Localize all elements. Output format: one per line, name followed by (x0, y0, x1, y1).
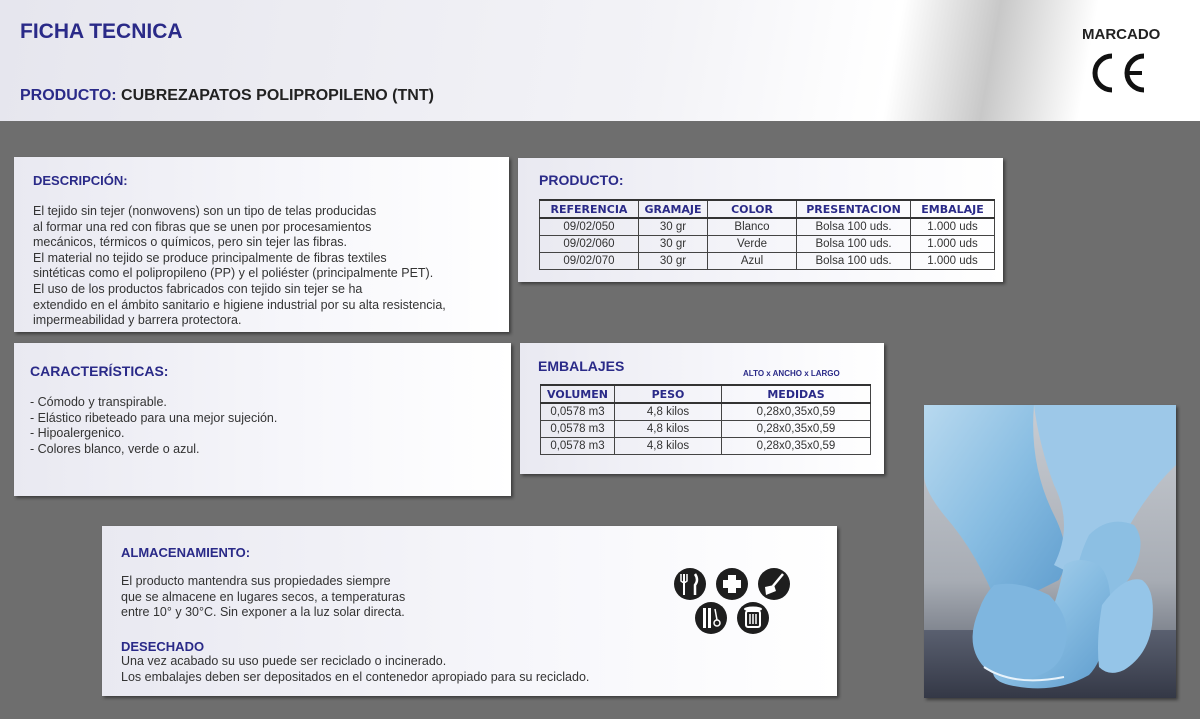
storage-title: ALMACENAMIENTO: (121, 545, 251, 560)
table-cell: 0,0578 m3 (541, 438, 615, 455)
storage-line: El producto mantendra sus propiedades siempre (121, 574, 391, 588)
ce-mark-icon (1090, 50, 1150, 96)
table-cell: Blanco (708, 218, 797, 236)
storage-text (121, 574, 405, 621)
table-cell: 09/02/070 (540, 253, 639, 270)
broom-icon (758, 568, 790, 600)
features-panel (14, 343, 511, 496)
table-cell: 09/02/050 (540, 218, 639, 236)
table-cell: 30 gr (639, 236, 708, 253)
disposal-title: DESECHADO (121, 639, 205, 654)
medical-cross-icon (716, 568, 748, 600)
packaging-panel (520, 343, 884, 474)
dimensions-note: ALTO x ANCHO x LARGO (743, 369, 840, 378)
header-banner (0, 0, 1200, 121)
table-cell: Bolsa 100 uds. (797, 236, 911, 253)
description-line: mecánicos, térmicos o químicos, pero sin tejer las fibras. (33, 235, 348, 250)
table-cell: 0,0578 m3 (541, 403, 615, 421)
column-header: COLOR (708, 200, 797, 218)
description-panel (14, 157, 509, 332)
table-cell: 4,8 kilos (615, 403, 722, 421)
table-cell: 1.000 uds (911, 253, 995, 270)
usage-icons (673, 567, 797, 635)
description-line: impermeabilidad y barrera protectora. (33, 313, 242, 328)
column-header: PESO (615, 385, 722, 403)
feature-item: - Hipoalergenico. (30, 426, 125, 441)
storage-line: entre 10° y 30°C. Sin exponer a la luz solar directa. (121, 605, 405, 620)
disposal-line: Una vez acabado su uso puede ser reciclado o incinerado. (121, 654, 447, 668)
page-title: FICHA TECNICA (20, 20, 183, 43)
product-label: PRODUCTO: (20, 87, 117, 104)
table-cell: 09/02/060 (540, 236, 639, 253)
packaging-table (540, 384, 871, 455)
product-name: CUBREZAPATOS POLIPROPILENO (TNT) (121, 87, 434, 104)
description-line: sintéticas como el polipropileno (PP) y el poliéster (principalmente PET). (33, 266, 434, 281)
description-title: DESCRIPCIÓN: (33, 173, 128, 188)
description-line: El uso de los productos fabricados con tejido sin tejer se ha (33, 281, 363, 296)
description-line: extendido en el ámbito sanitario e higiene industrial por su alta resistencia, (33, 297, 446, 312)
table-cell: 0,0578 m3 (541, 421, 615, 438)
product-table (539, 199, 995, 270)
table-cell: Bolsa 100 uds. (797, 218, 911, 236)
column-header: VOLUMEN (541, 385, 615, 403)
table-cell: 30 gr (639, 253, 708, 270)
table-cell: 0,28x0,35x0,59 (722, 421, 871, 438)
description-line: al formar una red con fibras que se unen por procesamientos (33, 219, 372, 234)
feature-item: - Colores blanco, verde o azul. (30, 441, 200, 456)
feature-item: - Cómodo y transpirable. (30, 395, 167, 409)
cutlery-icon (674, 568, 706, 600)
bin-icon (737, 602, 769, 634)
product-heading (20, 87, 434, 105)
barber-tools-icon (695, 602, 727, 634)
table-cell: 0,28x0,35x0,59 (722, 403, 871, 421)
table-row (540, 218, 995, 236)
table-cell: Bolsa 100 uds. (797, 253, 911, 270)
table-cell: 1.000 uds (911, 218, 995, 236)
shoe-covers-photo (924, 405, 1176, 698)
marking-label: MARCADO (1082, 26, 1161, 43)
feature-item: - Elástico ribeteado para una mejor sujeción. (30, 410, 278, 425)
table-cell: 4,8 kilos (615, 438, 722, 455)
column-header: REFERENCIA (540, 200, 639, 218)
column-header: MEDIDAS (722, 385, 871, 403)
table-cell: Verde (708, 236, 797, 253)
description-line: El tejido sin tejer (nonwovens) son un tipo de telas producidas (33, 204, 377, 218)
description-text (33, 204, 446, 329)
disposal-text (121, 654, 589, 685)
table-cell: 30 gr (639, 218, 708, 236)
features-text (30, 395, 277, 457)
description-line: El material no tejido se produce principalmente de fibras textiles (33, 250, 387, 265)
table-row (541, 438, 871, 455)
table-row (541, 403, 871, 421)
table-row (540, 236, 995, 253)
table-row (540, 253, 995, 270)
product-panel (518, 158, 1003, 282)
column-header: PRESENTACION (797, 200, 911, 218)
table-cell: Azul (708, 253, 797, 270)
table-cell: 0,28x0,35x0,59 (722, 438, 871, 455)
disposal-line: Los embalajes deben ser depositados en el contenedor apropiado para su reciclado. (121, 669, 590, 684)
packaging-title: EMBALAJES (538, 358, 625, 374)
features-title: CARACTERÍSTICAS: (30, 363, 169, 379)
column-header: EMBALAJE (911, 200, 995, 218)
storage-line: que se almacene en lugares secos, a temperaturas (121, 589, 406, 604)
table-row (541, 421, 871, 438)
product-table-title: PRODUCTO: (539, 172, 624, 188)
table-cell: 1.000 uds (911, 236, 995, 253)
column-header: GRAMAJE (639, 200, 708, 218)
table-cell: 4,8 kilos (615, 421, 722, 438)
